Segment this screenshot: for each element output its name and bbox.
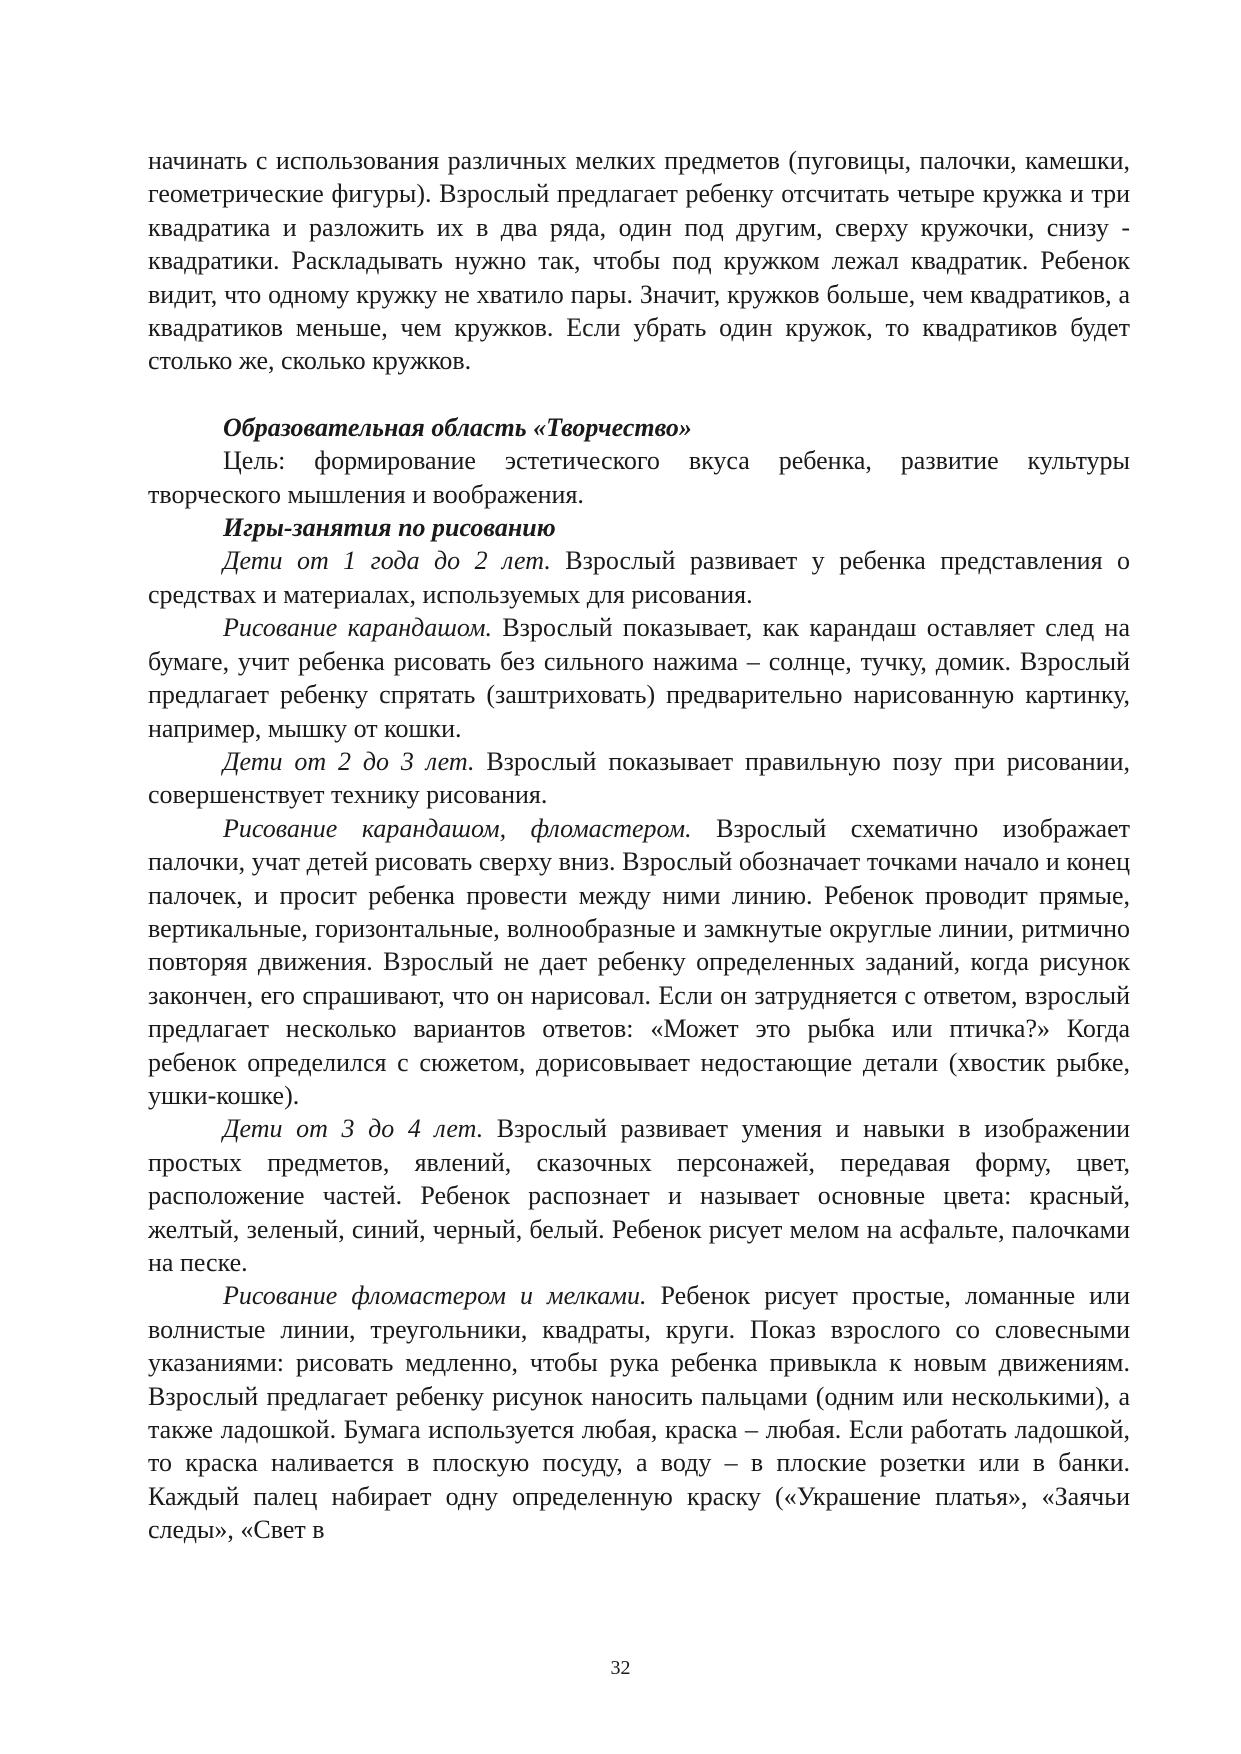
paragraph-lead: Дети от 3 до 4 лет. <box>223 1114 484 1144</box>
paragraph-text: Взрослый показывает правильную позу при рисовании, совершенствует технику рисования. <box>148 746 1130 810</box>
paragraph-text: Ребенок рисует простые, ломанные или волнистые линии, треугольники, квадраты, круги. Показ взрослого со словесными указаниями: рисовать медленно, чтобы рука ребенка привыкла к новым движениям. Взрослый предлагает ребенку рисунок наносить пальцами (одним или несколькими), а также ладошкой. Бумага используется любая, краска – любая. Если работать ладошкой, то краска наливается в плоскую посуду, а воду – в плоские розетки или в банки. Каждый палец набирает одну определенную краску («Украшение платья», «Заячьи следы», «Свет в <box>148 1281 1130 1545</box>
paragraph-pencil-marker-drawing <box>148 812 1130 1113</box>
paragraph-age-1-2 <box>148 544 1130 611</box>
paragraph-lead: Дети от 1 года до 2 лет. <box>223 546 551 576</box>
spacer <box>148 378 1130 411</box>
page-body <box>148 144 1130 1547</box>
page-number: 32 <box>610 1657 631 1679</box>
paragraph-lead: Дети от 2 до 3 лет. <box>223 746 475 776</box>
paragraph-age-2-3 <box>148 745 1130 812</box>
paragraph-text: Взрослый развивает умения и навыки в изображении простых предметов, явлений, сказочных персонажей, передавая форму, цвет, расположение частей. Ребенок распознает и называет основные цвета: красный, желтый, зеленый, синий, черный, белый. Ребенок рисует мелом на асфальте, палочками на песке. <box>148 1114 1130 1277</box>
paragraph-pencil-drawing <box>148 611 1130 745</box>
section-heading-creativity: Образовательная область «Творчество» <box>223 412 692 442</box>
paragraph-lead: Рисование карандашом. <box>223 613 492 643</box>
paragraph-text: Взрослый развивает у ребенка представления о средствах и материалах, используемых для рисования. <box>148 546 1130 609</box>
paragraph-age-3-4 <box>148 1112 1130 1279</box>
paragraph-lead: Рисование карандашом, фломастером. <box>223 813 692 843</box>
paragraph-goal: Цель: формирование эстетического вкуса ребенка, развитие культуры творческого мышления и воображения. <box>148 446 1130 509</box>
paragraph-marker-chalk-drawing <box>148 1279 1130 1546</box>
paragraph-text: Взрослый схематично изображает палочки, учат детей рисовать сверху вниз. Взрослый обозначает точками начало и конец палочек, и просит ребенка провести между ними линию. Ребенок проводит прямые, вертикальные, горизонтальные, волнообразные и замкнутые округлые линии, ритмично повторяя движения. Взрослый не дает ребенку определенных заданий, когда рисунок закончен, его спрашивают, что он нарисовал. Если он затрудняется с ответом, взрослый предлагает несколько вариантов ответов: «Может это рыбка или птичка?» Когда ребенок определился с сюжетом, дорисовывает недостающие детали (хвостик рыбке, ушки-кошке). <box>148 813 1130 1110</box>
paragraph-lead: Рисование фломастером и мелками. <box>223 1281 647 1311</box>
section-heading-drawing-games: Игры-занятия по рисованию <box>223 513 556 543</box>
paragraph-intro: начинать с использования различных мелких предметов (пуговицы, палочки, камешки, геометрические фигуры). Взрослый предлагает ребенку отсчитать четыре кружка и три квадратика и разложить их в два ряда, один под другим, сверху кружочки, снизу - квадратики. Раскладывать нужно так, чтобы под кружком лежал квадратик. Ребенок видит, что одному кружку не хватило пары. Значит, кружков больше, чем квадратиков, а квадратиков меньше, чем кружков. Если убрать один кружок, то квадратиков будет столько же, сколько кружков. <box>148 146 1130 376</box>
paragraph-text: Взрослый показывает, как карандаш оставляет след на бумаге, учит ребенка рисовать без сильного нажима – солнце, тучку, домик. Взрослый предлагает ребенку спрятать (заштриховать) предварительно нарисованную картинку, например, мышку от кошки. <box>148 613 1130 743</box>
